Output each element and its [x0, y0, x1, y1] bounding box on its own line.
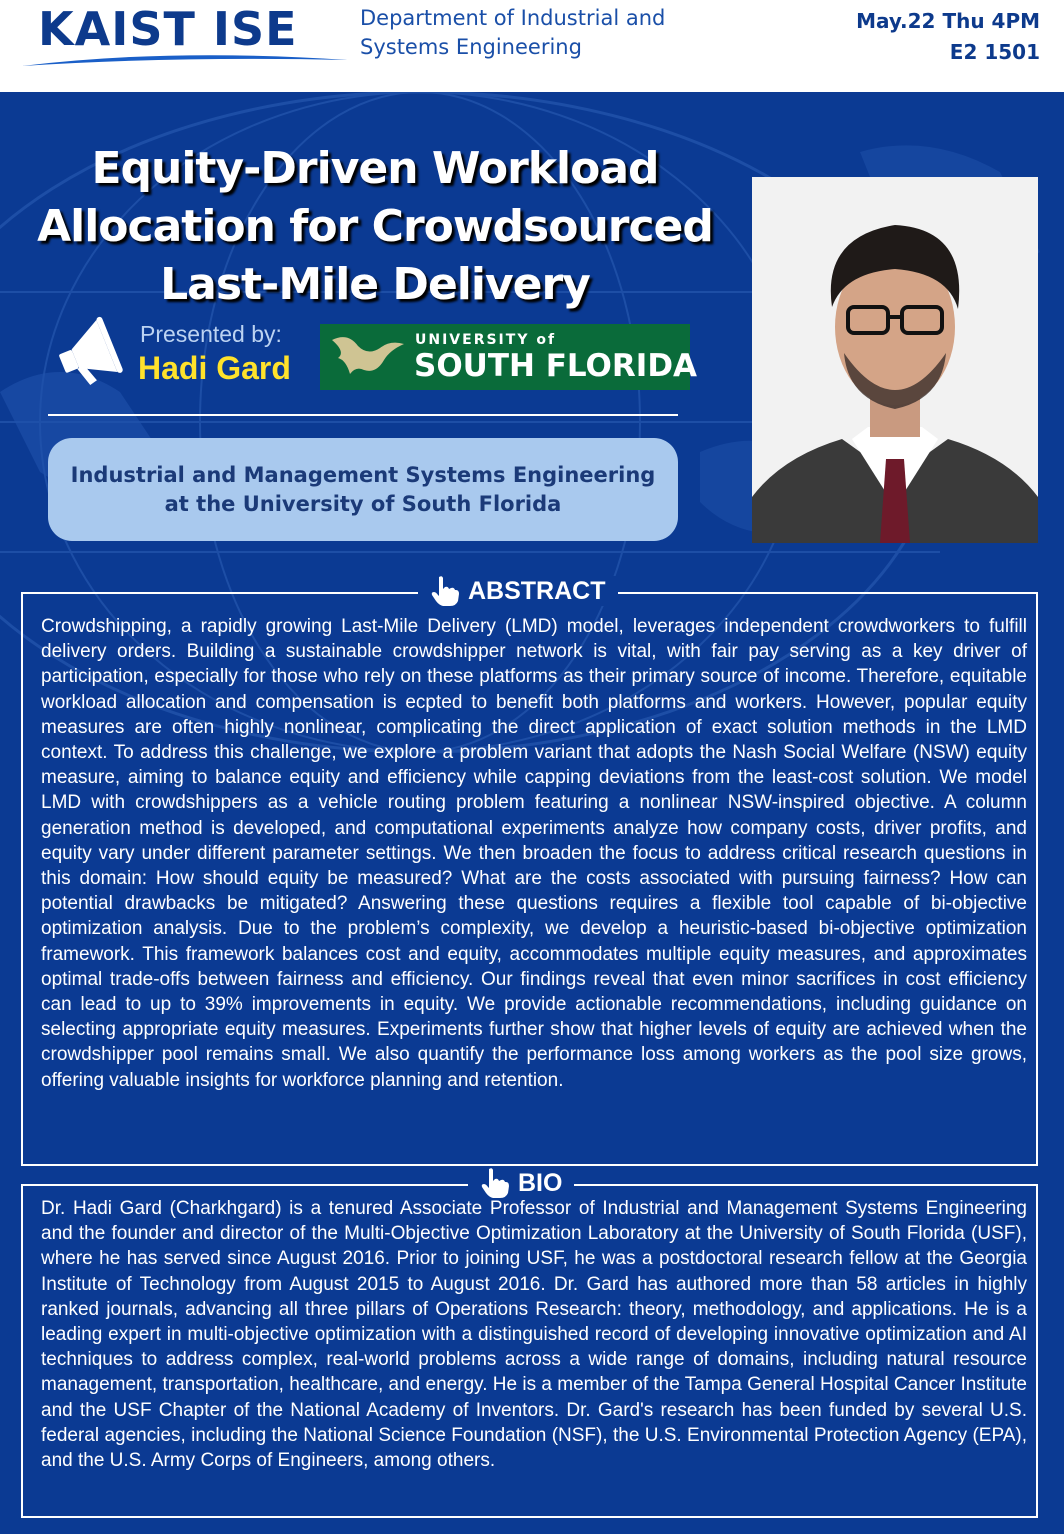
presented-by-label: Presented by:	[140, 321, 282, 347]
abstract-text: Crowdshipping, a rapidly growing Last-Mile Delivery (LMD) model, leverages independent crowdworkers to fulfill delivery orders. Building a sustainable crowdshipper network is vital, with fair pay serving as a key driver of participation, especially for those who rely on these platforms as their primary source of income. Therefore, equitable workload allocation and compensation is ecpted to benefit both platforms and workers. However, popular equity measures are often highly nonlinear, complicating the direct application of exact solution methods in the LMD context. To address this challenge, we explore a problem variant that adopts the Nash Social Welfare (NSW) equity measure, aiming to balance equity and efficiency while capping deviations from the least-cost solution. We model LMD with crowdshippers as a vehicle routing problem featuring a nonlinear NSW-inspired objective. A column generation method is developed, and computational experiments analyze how company costs, driver profits, and equity vary under different parameter settings. We then broaden the focus to address critical research questions in this domain: How should equity be measured? What are the costs associated with pursuing fairness? How can potential drawbacks be mitigated? Answering these questions requires a flexible tool capable of bi-objective optimization analysis. Due to the problem’s complexity, we develop a heuristic-based bi-objective optimization framework. This framework balances cost and equity, accommodates multiple equity measures, and approximates optimal trade-offs between fairness and efficiency. Our findings reveal that even minor sacrifices in cost efficiency can lead to up to 39% improvements in equity. We provide actionable recommendations, including guidance on selecting appropriate equity measures. Experiments further show that higher levels of equity are achieved when the crowdshipper pool remains small. We also quantify the performance loss among workers as the pool size grows, offering valuable insights for workforce planning and retention.	[41, 616, 1027, 1091]
megaphone-icon	[52, 312, 132, 390]
kaist-ise-logo	[20, 2, 350, 72]
title-divider	[48, 414, 678, 416]
abstract-heading	[418, 576, 618, 606]
abstract-section	[21, 592, 1038, 1166]
bio-heading	[468, 1168, 574, 1198]
affiliation-box	[48, 438, 678, 541]
affiliation-line-1: Industrial and Management Systems Engineering	[70, 462, 656, 487]
abstract-label: ABSTRACT	[468, 576, 606, 605]
speaker-photo-image	[752, 177, 1038, 543]
event-date: May.22 Thu 4PM	[856, 9, 1040, 33]
usf-bull-icon	[328, 330, 408, 384]
department-line-1: Department of Industrial and	[360, 6, 666, 30]
affiliation-line-2: at the University of South Florida	[164, 491, 562, 516]
usf-logo	[320, 324, 698, 390]
bio-section	[21, 1184, 1038, 1518]
talk-title	[0, 140, 750, 314]
usf-logo-university: UNIVERSITY of	[415, 332, 557, 348]
department-name	[360, 4, 665, 62]
bio-label: BIO	[518, 1168, 563, 1197]
header	[0, 0, 1064, 92]
logo-swoosh-icon	[20, 52, 350, 70]
bio-text: Dr. Hadi Gard (Charkhgard) is a tenured Associate Professor of Industrial and Management Systems Engineering and the founder and director of the Multi-Objective Optimization Laboratory at the University of South Florida (USF), where he has served since August 2016. Prior to joining USF, he was a postdoctoral research fellow at the Georgia Institute of Technology from August 2015 to August 2016. Dr. Gard has authored more than 58 articles in highly ranked journals, advancing all three pillars of Operations Research: theory, methodology, and applications. He is a leading expert in multi-objective optimization with a distinguished record of developing innovative optimization and AI techniques to address complex, real-world problems across a wide range of domains, including natural resource management, transportation, healthcare, and energy. He is a member of the Tampa General Hospital Cancer Institute and the USF Chapter of the National Academy of Inventors. Dr. Gard's research has been funded by several U.S. federal agencies, including the National Science Foundation (NSF), the U.S. Environmental Protection Agency (EPA), and the U.S. Army Corps of Engineers, among others.	[41, 1198, 1027, 1472]
speaker-name: Hadi Gard	[138, 350, 291, 386]
pointing-hand-icon	[430, 575, 460, 607]
title-line-1: Equity-Driven Workload	[91, 143, 659, 194]
event-info	[856, 6, 1040, 68]
title-line-3: Last-Mile Delivery	[160, 259, 590, 310]
poster-body	[0, 92, 1064, 1534]
speaker-photo	[752, 177, 1038, 543]
pointing-hand-icon	[480, 1167, 510, 1199]
logo-text: KAIST ISE	[38, 2, 298, 56]
event-room: E2 1501	[949, 40, 1040, 64]
department-line-2: Systems Engineering	[360, 35, 582, 59]
title-line-2: Allocation for Crowdsourced	[37, 201, 713, 252]
usf-logo-name: SOUTH FLORIDA	[414, 348, 698, 384]
